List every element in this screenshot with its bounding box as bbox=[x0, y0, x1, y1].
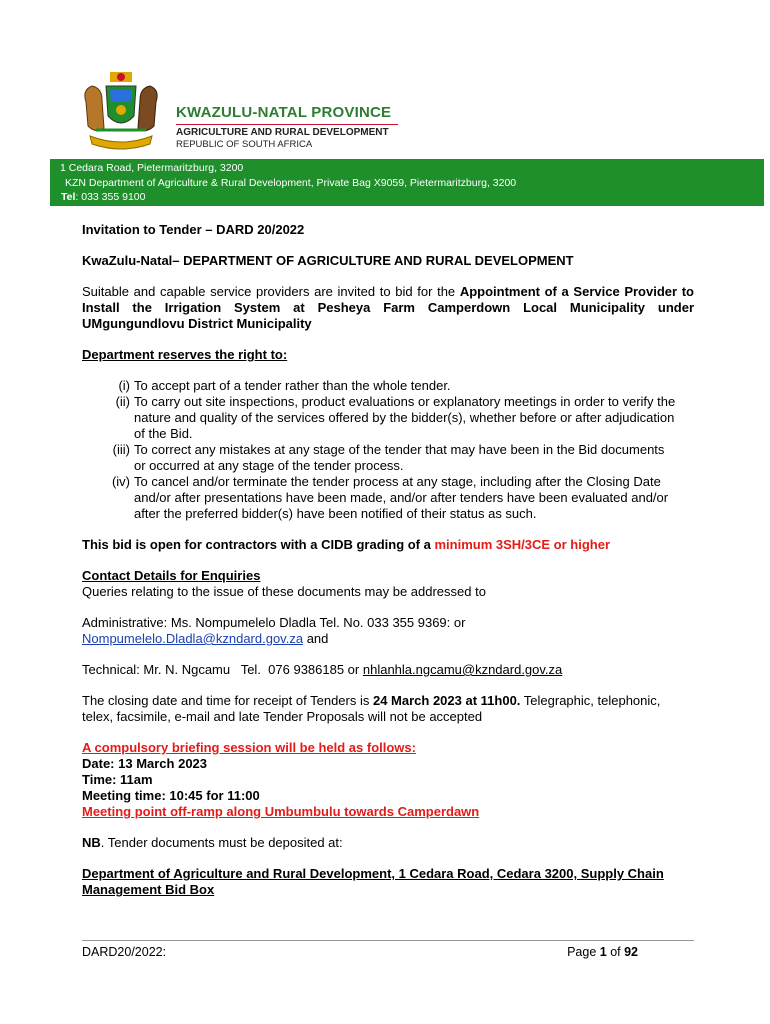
admin-and: and bbox=[303, 631, 329, 646]
page-footer bbox=[82, 940, 694, 959]
telephone-line bbox=[50, 190, 764, 205]
nb-note bbox=[82, 835, 694, 851]
address-line-2: KZN Department of Agriculture & Rural Development, Private Bag X9059, Pietermaritzburg, 3200 bbox=[65, 176, 517, 189]
list-number: (i) bbox=[118, 378, 130, 393]
page-current: 1 bbox=[599, 945, 607, 959]
contact-heading: Contact Details for Enquiries bbox=[82, 568, 261, 583]
list-text: To accept part of a tender rather than the whole tender. bbox=[134, 378, 451, 393]
coat-of-arms-logo bbox=[76, 72, 166, 154]
page-total: 92 bbox=[624, 945, 638, 959]
list-item bbox=[82, 394, 694, 442]
closing-text-2: Telegraphic, telephonic, telex, facsimile, e-mail and late Tender Proposals will not be accepted bbox=[82, 693, 661, 724]
address-band bbox=[50, 159, 764, 206]
reserves-list bbox=[82, 378, 694, 522]
briefing-date: Date: 13 March 2023 bbox=[82, 756, 208, 771]
contact-intro: Queries relating to the issue of these documents may be addressed to bbox=[82, 584, 486, 599]
address-line-1: 1 Cedara Road, Pietermaritzburg, 3200 bbox=[60, 162, 244, 174]
letterhead bbox=[176, 104, 398, 151]
list-number: (iv) bbox=[111, 474, 130, 489]
page-number bbox=[567, 945, 694, 959]
closing-date-paragraph bbox=[82, 693, 694, 725]
list-text: To carry out site inspections, product evaluations or explanatory meetings in order to verify the nature and quality of the services offered by the bidder(s), whether before or after adjudication of the Bid. bbox=[134, 394, 676, 441]
briefing-meeting-point: Meeting point off-ramp along Umbumbulu towards Camperdawn bbox=[82, 804, 480, 819]
intro-paragraph bbox=[82, 284, 694, 332]
closing-text-1: The closing date and time for receipt of Tenders is bbox=[82, 693, 373, 708]
technical-contact bbox=[82, 662, 694, 678]
cidb-grading: minimum 3SH/3CE or higher bbox=[434, 537, 611, 552]
intro-bold: Appointment of a Service Provider to Install the Irrigation System at Pesheya Farm Camperdown Local Municipality under UMgungundlovu District Municipality bbox=[82, 284, 694, 331]
department-heading: KwaZulu-Natal– DEPARTMENT OF AGRICULTURE AND RURAL DEVELOPMENT bbox=[82, 253, 574, 268]
admin-contact bbox=[82, 615, 694, 647]
tel-label: Tel bbox=[61, 191, 76, 203]
list-text: To cancel and/or terminate the tender process at any stage, including after the Closing Date and/or after presentations have been made, and/or after tenders have been evaluated and/or after the preferred bidder(s) have been notified of their status as such. bbox=[134, 474, 669, 521]
list-number: (ii) bbox=[115, 394, 130, 409]
list-text: To correct any mistakes at any stage of the tender that may have been in the Bid documents or occurred at any stage of the tender process. bbox=[134, 442, 665, 473]
footer-doc-ref: DARD20/2022: bbox=[82, 945, 167, 959]
tech-email-link[interactable]: nhlanhla.ngcamu@kzndard.gov.za bbox=[362, 662, 563, 677]
cidb-text: This bid is open for contractors with a CIDB grading of a bbox=[82, 537, 435, 552]
document-body bbox=[82, 222, 694, 898]
page-prefix: Page bbox=[567, 945, 600, 959]
tech-text: Technical: Mr. N. Ngcamu Tel. 076 9386185 or bbox=[82, 662, 363, 677]
nb-text: . Tender documents must be deposited at: bbox=[100, 835, 343, 850]
intro-text: Suitable and capable service providers are invited to bid for the bbox=[82, 284, 460, 299]
admin-email-link[interactable]: Nompumelelo.Dladla@kzndard.gov.za bbox=[82, 631, 304, 646]
letterhead-divider bbox=[176, 124, 398, 125]
deposit-address: Department of Agriculture and Rural Development, 1 Cedara Road, Cedara 3200, Supply Chain Management Bid Box bbox=[82, 866, 664, 897]
list-number: (iii) bbox=[112, 442, 130, 457]
list-item bbox=[82, 378, 694, 394]
list-item bbox=[82, 442, 694, 474]
department-name: AGRICULTURE AND RURAL DEVELOPMENT bbox=[176, 127, 389, 138]
briefing-time: Time: 11am bbox=[82, 772, 153, 787]
briefing-heading: A compulsory briefing session will be held as follows: bbox=[82, 740, 416, 755]
page-of: of bbox=[606, 945, 625, 959]
invitation-title: Invitation to Tender – DARD 20/2022 bbox=[82, 222, 305, 237]
list-item bbox=[82, 474, 694, 522]
nb-label: NB bbox=[82, 835, 101, 850]
tel-value: : 033 355 9100 bbox=[75, 191, 146, 203]
cidb-requirement bbox=[82, 537, 694, 553]
admin-text: Administrative: Ms. Nompumelelo Dladla Tel. No. 033 355 9369: or bbox=[82, 615, 466, 630]
province-title: KWAZULU-NATAL PROVINCE bbox=[176, 104, 392, 121]
republic-name: REPUBLIC OF SOUTH AFRICA bbox=[176, 139, 313, 150]
reserves-heading: Department reserves the right to: bbox=[82, 347, 288, 362]
briefing-meeting-time: Meeting time: 10:45 for 11:00 bbox=[82, 788, 260, 803]
closing-date: 24 March 2023 at 11h00. bbox=[372, 693, 521, 708]
